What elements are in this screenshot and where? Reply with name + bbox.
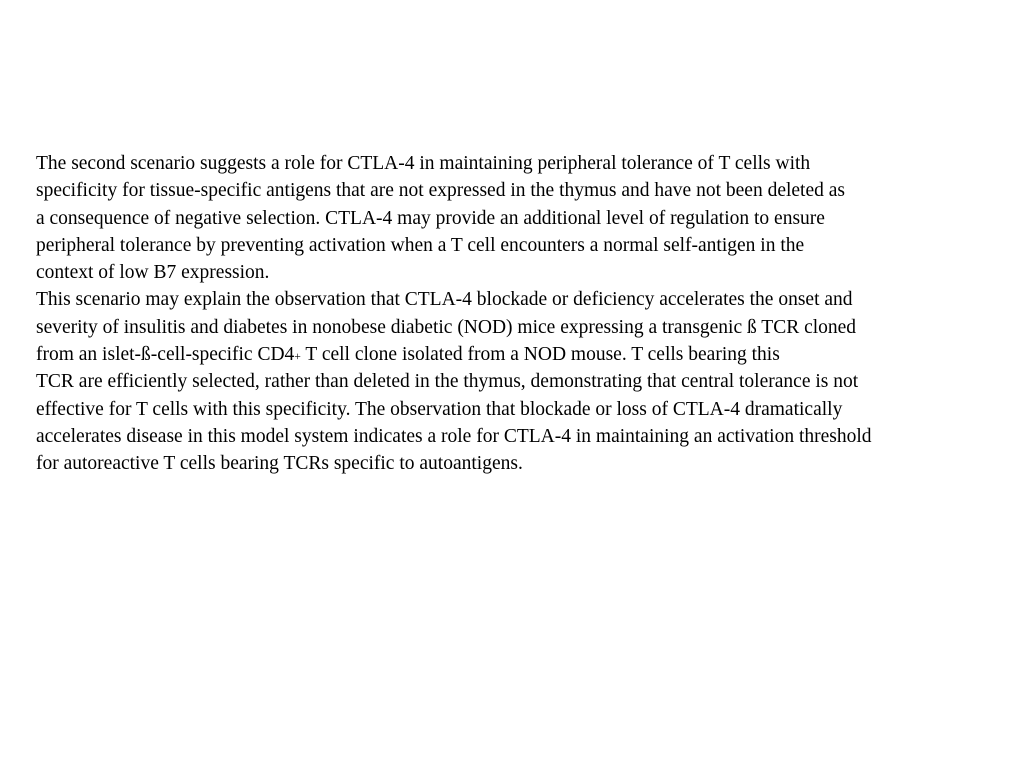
text-line: TCR are efficiently selected, rather than deleted in the thymus, demonstrating that central tolerance is not bbox=[36, 371, 859, 393]
superscript-plus: + bbox=[294, 350, 301, 364]
body-text bbox=[36, 150, 1021, 478]
text-line: peripheral tolerance by preventing activation when a T cell encounters a normal self-antigen in the bbox=[36, 234, 805, 256]
paragraph-1 bbox=[36, 150, 1021, 286]
text-segment: T cell clone isolated from a NOD mouse. T cells bearing this bbox=[300, 344, 780, 366]
text-line: accelerates disease in this model system indicates a role for CTLA-4 in maintaining an activation threshold bbox=[36, 425, 872, 447]
text-line: This scenario may explain the observation that CTLA-4 blockade or deficiency accelerates the onset and bbox=[36, 289, 853, 311]
text-line: context of low B7 expression. bbox=[36, 262, 270, 284]
text-line: The second scenario suggests a role for CTLA-4 in maintaining peripheral tolerance of T cells with bbox=[36, 153, 811, 174]
text-line: specificity for tissue-specific antigens that are not expressed in the thymus and have not been deleted as bbox=[36, 180, 845, 202]
text-line: effective for T cells with this specificity. The observation that blockade or loss of CTLA-4 dramatically bbox=[36, 398, 843, 420]
text-segment: from an islet-ß-cell-specific CD4 bbox=[36, 344, 295, 366]
text-line: for autoreactive T cells bearing TCRs specific to autoantigens. bbox=[36, 453, 523, 475]
text-line: severity of insulitis and diabetes in nonobese diabetic (NOD) mice expressing a transgenic ß TCR cloned bbox=[36, 316, 857, 338]
text-line: a consequence of negative selection. CTLA-4 may provide an additional level of regulation to ensure bbox=[36, 207, 825, 229]
text-line-cd4 bbox=[36, 341, 1021, 368]
paragraph-2 bbox=[36, 286, 1021, 477]
